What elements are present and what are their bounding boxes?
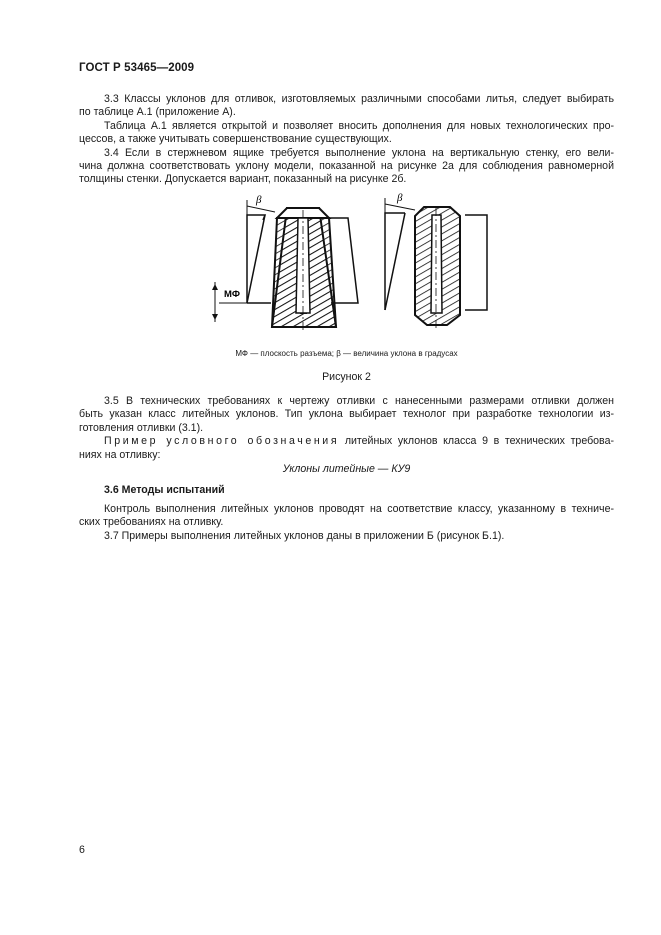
text-line: цессов, а также учитывать совершенствование существующих. [79,133,392,146]
mf-label: МФ [224,289,241,300]
designation-example: Уклоны литейные — КУ9 [282,463,411,475]
example-line [79,435,614,448]
text-line: 3.3 Классы уклонов для отливок, изготовляемых различными способами литья, следует выбирать [104,93,614,105]
beta-label: β [256,194,262,206]
text-line: 3.4 Если в стержневом ящике требуется выполнение уклона на вертикальную стенку, его вели- [104,146,614,159]
text-line: быть указан класс литейных уклонов. Тип уклона выбирает технолог при разработке технологии из- [79,408,614,421]
text-line: ских требованиях на отливку. [79,516,224,529]
text-line: Таблица А.1 является открытой и позволяет вносить дополнения для новых технологических про- [104,119,614,132]
text-line: 3.7 Примеры выполнения литейных уклонов даны в приложении Б (рисунок Б.1). [104,529,505,542]
figure-caption: МФ — плоскость разъема; β — величина уклона в градусах [235,349,458,358]
page-number: 6 [79,844,85,856]
text-line: толщины стенки. Допускается вариант, показанный на рисунке 2б. [79,173,407,186]
section-3-6-heading: 3.6 Методы испытаний [104,484,225,496]
figure-2-drawing [205,190,495,335]
text-line: Контроль выполнения литейных уклонов проводят на соответствие классу, указанному в техниче- [104,503,614,515]
figure-title: Рисунок 2 [322,371,371,383]
text-line: 3.5 В технических требованиях к чертежу отливки с нанесенными размерами отливки должен [104,395,614,407]
text-line: по таблице А.1 (приложение А). [79,106,236,119]
text-line: ниях на отливку: [79,448,161,461]
paragraph-3-3 [79,93,614,187]
example-spaced-text: Пример условного обозначения [104,435,340,448]
paragraph-3-5 [79,395,614,462]
beta-label: β [397,192,403,204]
figure-2a [212,194,358,330]
document-header: ГОСТ Р 53465—2009 [79,62,195,74]
paragraph-3-6 [79,503,614,543]
text-line: готовления отливки (3.1). [79,421,204,434]
text-line: чина должна соответствовать уклону модели, показанной на рисунке 2а для соблюдения равномерной [79,160,614,173]
figure-2b [385,192,487,330]
example-text: литейных уклонов класса 9 в технических требова- [339,435,614,448]
